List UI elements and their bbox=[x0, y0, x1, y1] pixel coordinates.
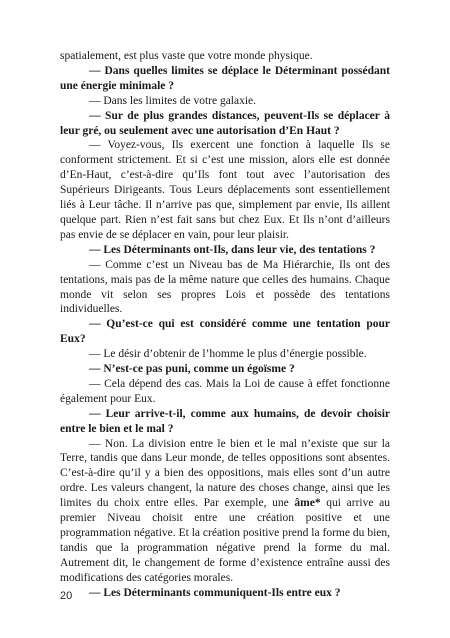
page-body bbox=[60, 49, 390, 601]
answer-text-start: — Non. La division entre le bien et le mal n’existe que sur la Terre, tandis que dans Leur monde, de telles oppositions sont absentes. C’est-à-dire qu’il y a bien des oppositions, mais elles sont d’un autre ordre. Les valeurs changent, la nature des choses change, ainsi que les limites du choix entre elles. Par exemple, une bbox=[60, 437, 390, 510]
answer: — Comme c’est un Niveau bas de Ma Hiérarchie, Ils ont des tentations, mais pas de la même nature que celles des humains. Chaque monde vit selon ses propres Lois et possède des tentations individuelles. bbox=[60, 258, 390, 316]
question: — Les Déterminants ont-Ils, dans leur vie, des tentations ? bbox=[89, 243, 376, 256]
answer: — Voyez-vous, Ils exercent une fonction à laquelle Ils se conforment strictement. Et si c’est une mission, alors elle est donnée d’En-Haut, c’est-à-dire qu’Ils font tout avec l’autorisation des Supérieurs Dirigeants. Tous Leurs déplacements sont essentiellement liés à Leur tâche. Il n’arrive pas que, simplement par envie, Ils aillent quelque part. Rien n’est fait sans but chez Eux. Et Ils n’ont d’ailleurs pas envie de se déplacer en vain, pour leur plaisir. bbox=[60, 139, 390, 241]
answer: — Cela dépend des cas. Mais la Loi de cause à effet fonctionne également pour Eux. bbox=[60, 377, 390, 405]
question: — Leur arrive-t-il, comme aux humains, de devoir choisir entre le bien et le mal ? bbox=[60, 407, 390, 435]
question: — Dans quelles limites se déplace le Déterminant possédant une énergie minimale ? bbox=[60, 64, 390, 92]
answer bbox=[60, 437, 390, 586]
question: — Sur de plus grandes distances, peuvent-Ils se déplacer à leur gré, ou seulement avec une autorisation d’En Haut ? bbox=[60, 109, 390, 137]
answer-text-end: qui arrive au premier Niveau choisit entre une création positive et une programmation négative. Et la création positive prend la forme du bien, tandis que la programmation négative prend la forme du mal. Autrement dit, le changement de forme d’existence entraîne aussi des modifications des catégories morales. bbox=[60, 497, 390, 584]
question: — N’est-ce pas puni, comme un égoïsme ? bbox=[89, 363, 295, 376]
question: — Qu’est-ce qui est considéré comme une tentation pour Eux? bbox=[60, 318, 390, 346]
answer: — Dans les limites de votre galaxie. bbox=[89, 94, 257, 107]
page-number: 20 bbox=[60, 590, 73, 602]
question: — Les Déterminants communiquent-Ils entre eux ? bbox=[89, 586, 341, 599]
paragraph: spatialement, est plus vaste que votre monde physique. bbox=[60, 50, 313, 62]
answer: — Le désir d’obtenir de l’homme le plus d’énergie possible. bbox=[89, 348, 367, 361]
ame-term: âme* bbox=[294, 497, 321, 510]
